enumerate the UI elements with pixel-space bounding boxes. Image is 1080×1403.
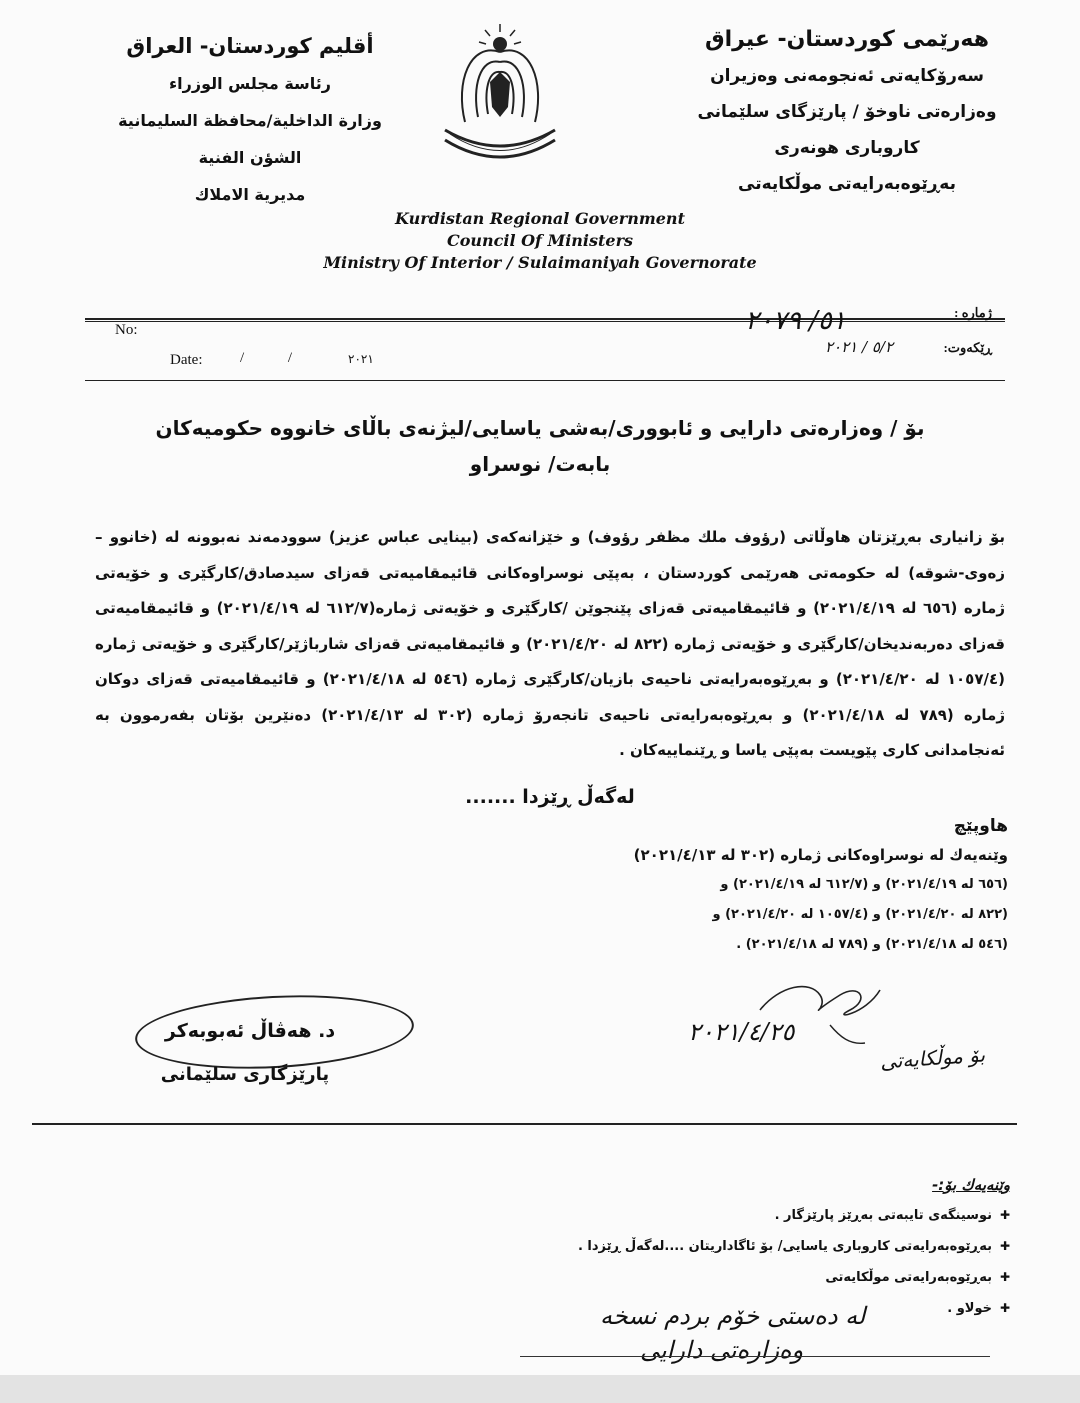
handwritten-footer-line: لە دەستی خۆم بردم نسخە bbox=[600, 1302, 866, 1330]
date-label: Date: bbox=[170, 352, 203, 368]
header-arabic bbox=[100, 28, 400, 213]
subject-about: بابەت/ نوسراو bbox=[469, 452, 611, 476]
cc-item-label: خولاو . bbox=[947, 1301, 992, 1316]
attachments bbox=[538, 812, 1008, 960]
cc-item bbox=[310, 1262, 1010, 1293]
header-kurdish-line: وەزارەتی ناوخۆ / پارێزگای سلێمانی bbox=[697, 102, 997, 122]
footer-divider bbox=[32, 1123, 1017, 1125]
header-english-line: Kurdistan Regional Government bbox=[395, 209, 685, 228]
header-divider bbox=[85, 321, 1005, 322]
cross-bullet-icon: ✚ bbox=[999, 1301, 1010, 1315]
no-label: No: bbox=[115, 322, 138, 338]
date-year: ٢٠٢١ bbox=[348, 352, 374, 366]
number-label: ژمارە : bbox=[954, 305, 992, 320]
screenshot-bottom-margin bbox=[0, 1375, 1080, 1403]
signatory-name: د. هەڤاڵ ئەبوبەکر bbox=[164, 1020, 336, 1042]
subject bbox=[150, 410, 930, 482]
eagle-sun-emblem-icon bbox=[410, 22, 590, 182]
header-kurdish-line: کاروباری هونەری bbox=[774, 138, 920, 158]
header-english bbox=[310, 208, 770, 274]
attachments-heading: وێنەیەك لە نوسراوەکانی ژمارە (٣٠٢ لە ٢٠٢١/٤/١٣) bbox=[633, 846, 1008, 864]
attachments-line: (٦٥٦ لە ٢٠٢١/٤/١٩) و (٦١٢/٧ لە ٢٠٢١/٤/١٩) و bbox=[720, 877, 1008, 892]
header-arabic-line: وزارة الداخلية/محافظة السليمانية bbox=[118, 111, 382, 130]
cc-title: وێنەیەك بۆ:- bbox=[932, 1176, 1010, 1194]
cross-bullet-icon: ✚ bbox=[999, 1239, 1010, 1253]
header-english-line: Ministry Of Interior / Sulaimaniyah Governorate bbox=[323, 253, 757, 272]
header-kurdish-line: سەرۆکایەتی ئەنجومەنی وەزیران bbox=[710, 66, 984, 86]
header-divider bbox=[85, 318, 1005, 320]
cc-item-label: بەڕێوەبەرایەتی موڵکایەتی bbox=[825, 1270, 992, 1285]
attachments-line: (٨٢٢ لە ٢٠٢١/٤/٢٠) و (١٠٥٧/٤ لە ٢٠٢١/٤/٢٠) و bbox=[712, 907, 1008, 922]
subject-to: بۆ / وەزارەتی دارایی و ئابووری/بەشی یاسایی/لیژنەی باڵای خانووە حکومیەکان bbox=[155, 416, 925, 440]
header-arabic-line: رئاسة مجلس الوزراء bbox=[169, 74, 331, 93]
cc-item bbox=[310, 1200, 1010, 1231]
header-arabic-line: الشؤن الفنية bbox=[198, 148, 302, 167]
signatory-title: پارێزگاری سلێمانی bbox=[160, 1064, 330, 1085]
header-english-line: Council Of Ministers bbox=[446, 231, 634, 250]
header-arabic-title: أقليم كوردستان- العراق bbox=[126, 34, 374, 58]
header-kurdish-line: بەڕێوەبەرایەتی موڵکایەتی bbox=[738, 174, 956, 194]
handwritten-underline bbox=[520, 1356, 990, 1357]
cross-bullet-icon: ✚ bbox=[999, 1208, 1010, 1222]
cc-item-label: بەڕێوەبەرایەتی کاروباری یاسایی/ بۆ ئاگاداریتان ....لەگەڵ ڕێزدا . bbox=[577, 1239, 992, 1254]
attachments-line: (٥٤٦ لە ٢٠٢١/٤/١٨) و (٧٨٩ لە ٢٠٢١/٤/١٨) . bbox=[736, 937, 1008, 952]
letter-body: بۆ زانیاری بەڕێزتان هاوڵاتی (رؤوف ملك مظفر رؤوف) و خێزانەکەی (بینایی عباس عزیز) سوودمەند نەبوونە لە (خانوو – زەوی-شوقە) لە حکومەتی هەرێمی کوردستان ، بەپێی نوسراوەکانی قائیمقامیەتی قەزای سیدصادق/کارگێری و خۆیەتی ژمارە (٦٥٦ لە ٢٠٢١/٤/١٩) و قائیمقامیەتی قەزای پێنجوێن /کارگێری و خۆیەتی ژمارە(٦١٢/٧ لە ٢٠٢١/٤/١٩) و قائیمقامیەتی قەزای دەربەندیخان/کارگێری و خۆیەتی ژمارە (٨٢٢ لە ٢٠٢١/٤/٢٠) و قائیمقامیەتی قەزای شارباژێر/کارگێری و خۆیەتی ژمارە (١٠٥٧/٤ لە ٢٠٢١/٤/٢٠) و بەڕێوەبەرایەتی ناحیەی بازیان/کارگێری ژمارە (٥٤٦ لە ٢٠٢١/٤/١٨) و قائیمقامیەتی قەزای دوکان ژمارە (٧٨٩ لە ٢٠٢١/٤/١٨) و بەڕێوەبەرایەتی ناحیەی تانجەرۆ ژمارە (٣٠٢ لە ٢٠٢١/٤/١٣) دەنێرین بۆتان بفەرموون بە ئەنجامدانی کاری پێویست بەپێی یاسا و ڕێنماییەکان . bbox=[95, 528, 1005, 759]
header-arabic-line: مديرية الاملاك bbox=[194, 185, 306, 204]
regards: لەگەڵ ڕێزدا ....... bbox=[465, 786, 635, 808]
header-kurdish bbox=[682, 22, 1012, 202]
header-kurdish-title: هەرێمی کوردستان- عیراق bbox=[704, 27, 990, 52]
handwritten-date: ٢٠٢١/٤/٢٥ bbox=[688, 1018, 795, 1046]
cc-list bbox=[310, 1170, 1010, 1324]
kurdish-date-value: ٥/٢ / ٢٠٢١ bbox=[825, 338, 893, 356]
number-value: ٥١/ ٢٠٧٩ bbox=[745, 306, 846, 336]
kurdish-date-label: ڕێکەوت: bbox=[943, 340, 992, 355]
date-value: / / bbox=[240, 350, 313, 366]
cc-item-label: نوسینگەی تایبەتی بەڕێز پارێزگار . bbox=[774, 1208, 992, 1223]
cross-bullet-icon: ✚ bbox=[999, 1270, 1010, 1284]
attachments-title: هاوپێچ bbox=[953, 816, 1008, 836]
handwritten-note: بۆ موڵکایەتی bbox=[879, 1042, 986, 1074]
meta-divider bbox=[85, 380, 1005, 381]
cc-item bbox=[310, 1231, 1010, 1262]
handwritten-footer-line: وەزارەتی دارایی bbox=[640, 1336, 804, 1364]
